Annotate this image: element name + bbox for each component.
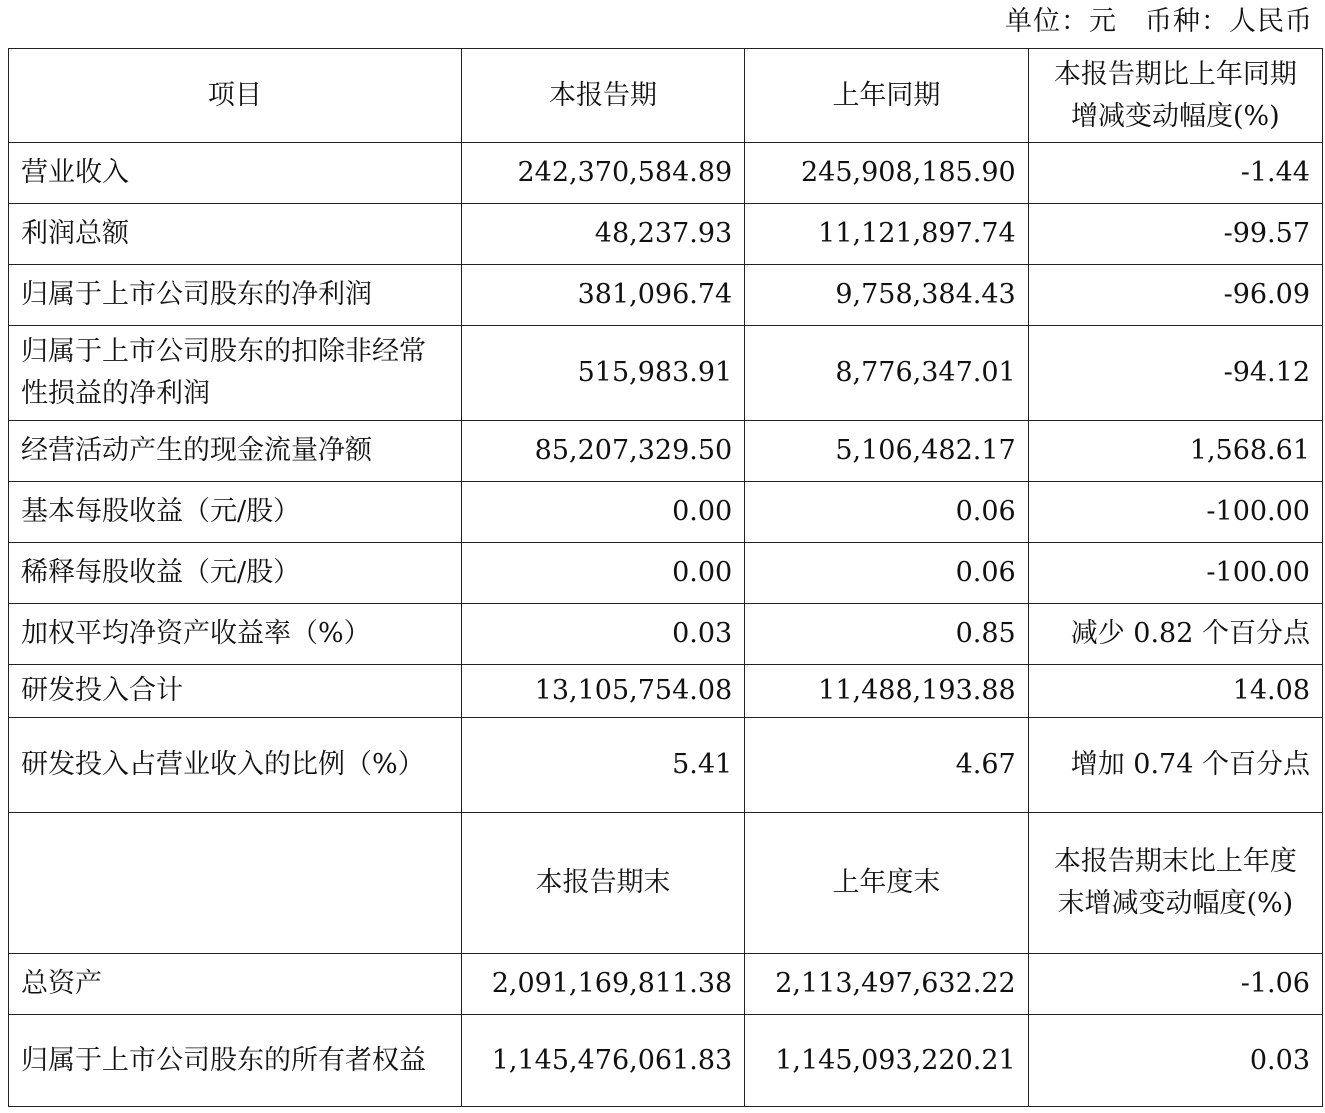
row-current: 0.00 (461, 543, 744, 604)
row-current: 2,091,169,811.38 (461, 954, 744, 1015)
header-current-period: 本报告期 (461, 49, 744, 143)
table-row (9, 421, 1323, 482)
row-label: 归属于上市公司股东的净利润 (9, 265, 462, 326)
row-change: -100.00 (1028, 543, 1322, 604)
row-prior: 8,776,347.01 (745, 326, 1028, 421)
row-current: 242,370,584.89 (461, 143, 744, 204)
subheader-prior-year-end: 上年度末 (745, 813, 1028, 954)
row-label: 加权平均净资产收益率（%） (9, 604, 462, 665)
subheader-change-pct: 本报告期末比上年度末增减变动幅度(%) (1028, 813, 1322, 954)
row-change: -94.12 (1028, 326, 1322, 421)
row-change: -100.00 (1028, 482, 1322, 543)
row-prior: 5,106,482.17 (745, 421, 1028, 482)
row-prior: 4.67 (745, 718, 1028, 813)
header-item: 项目 (9, 49, 462, 143)
row-change: 减少 0.82 个百分点 (1028, 604, 1322, 665)
table-row (9, 604, 1323, 665)
table-row (9, 665, 1323, 718)
table-row (9, 718, 1323, 813)
row-prior: 9,758,384.43 (745, 265, 1028, 326)
row-current: 48,237.93 (461, 204, 744, 265)
row-prior: 0.06 (745, 543, 1028, 604)
row-prior: 0.85 (745, 604, 1028, 665)
header-prior-period: 上年同期 (745, 49, 1028, 143)
row-current: 5.41 (461, 718, 744, 813)
table-subheader-row (9, 813, 1323, 954)
row-current: 515,983.91 (461, 326, 744, 421)
row-label: 归属于上市公司股东的扣除非经常性损益的净利润 (9, 326, 462, 421)
row-change: -99.57 (1028, 204, 1322, 265)
row-change: 增加 0.74 个百分点 (1028, 718, 1322, 813)
row-label: 稀释每股收益（元/股） (9, 543, 462, 604)
row-change: -1.06 (1028, 954, 1322, 1015)
row-prior: 2,113,497,632.22 (745, 954, 1028, 1015)
row-label: 利润总额 (9, 204, 462, 265)
table-row (9, 482, 1323, 543)
row-label: 基本每股收益（元/股） (9, 482, 462, 543)
row-prior: 11,488,193.88 (745, 665, 1028, 718)
row-prior: 11,121,897.74 (745, 204, 1028, 265)
table-row (9, 954, 1323, 1015)
row-label: 研发投入占营业收入的比例（%） (9, 718, 462, 813)
row-prior: 1,145,093,220.21 (745, 1015, 1028, 1107)
row-prior: 0.06 (745, 482, 1028, 543)
row-current: 0.00 (461, 482, 744, 543)
subheader-period-end: 本报告期末 (461, 813, 744, 954)
unit-currency-note: 单位：元 币种：人民币 (1005, 6, 1313, 37)
header-change-pct: 本报告期比上年同期增减变动幅度(%) (1028, 49, 1322, 143)
key-financial-data-table (8, 48, 1323, 1107)
row-label: 总资产 (9, 954, 462, 1015)
table-header-row (9, 49, 1323, 143)
row-current: 381,096.74 (461, 265, 744, 326)
row-change: -96.09 (1028, 265, 1322, 326)
row-change: -1.44 (1028, 143, 1322, 204)
table-row (9, 543, 1323, 604)
row-prior: 245,908,185.90 (745, 143, 1028, 204)
table-row (9, 204, 1323, 265)
row-change: 1,568.61 (1028, 421, 1322, 482)
table-row (9, 143, 1323, 204)
row-change: 0.03 (1028, 1015, 1322, 1107)
row-current: 1,145,476,061.83 (461, 1015, 744, 1107)
row-label: 经营活动产生的现金流量净额 (9, 421, 462, 482)
row-current: 13,105,754.08 (461, 665, 744, 718)
row-change: 14.08 (1028, 665, 1322, 718)
row-label: 营业收入 (9, 143, 462, 204)
row-current: 0.03 (461, 604, 744, 665)
row-label: 研发投入合计 (9, 665, 462, 718)
subheader-item (9, 813, 462, 954)
table-row (9, 265, 1323, 326)
row-label: 归属于上市公司股东的所有者权益 (9, 1015, 462, 1107)
table-row (9, 326, 1323, 421)
table-row (9, 1015, 1323, 1107)
row-current: 85,207,329.50 (461, 421, 744, 482)
